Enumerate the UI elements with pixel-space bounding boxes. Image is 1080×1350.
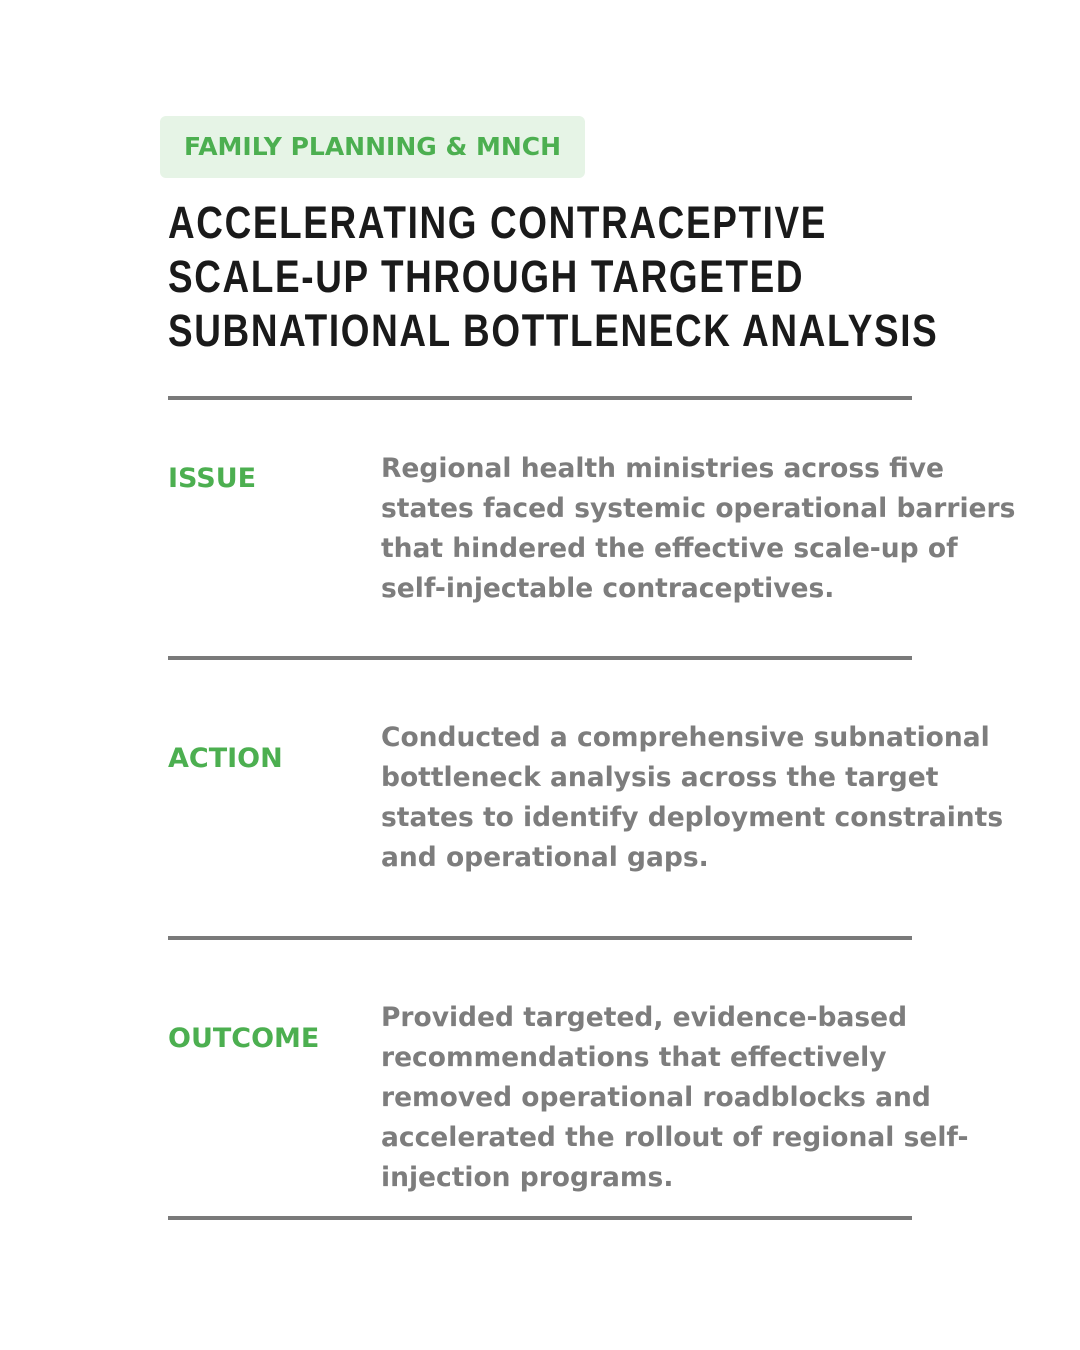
section-label-outcome: OUTCOME [168, 1023, 320, 1054]
section-text-action: Conducted a comprehensive subnational bottleneck analysis across the target states to identify deployment constraints and operational gaps. [381, 722, 1004, 873]
section-text-outcome: Provided targeted, evidence-based recommendations that effectively removed operational roadblocks and accelerated the rollout of regional self-injection programs. [381, 1002, 969, 1193]
category-tag [160, 116, 585, 178]
section-text-issue: Regional health ministries across five states faced systemic operational barriers that hindered the effective scale-up of self-injectable contraceptives. [381, 453, 1016, 604]
page-title: ACCELERATING CONTRACEPTIVE SCALE-UP THROUGH TARGETED SUBNATIONAL BOTTLENECK ANALYSIS [168, 197, 939, 356]
section-label-action: ACTION [168, 743, 283, 774]
category-tag-label: FAMILY PLANNING & MNCH [184, 132, 562, 161]
divider-issue [168, 656, 912, 660]
section-label-issue: ISSUE [168, 463, 257, 494]
divider-outcome [168, 1216, 912, 1220]
divider-top [168, 396, 912, 400]
divider-action [168, 936, 912, 940]
